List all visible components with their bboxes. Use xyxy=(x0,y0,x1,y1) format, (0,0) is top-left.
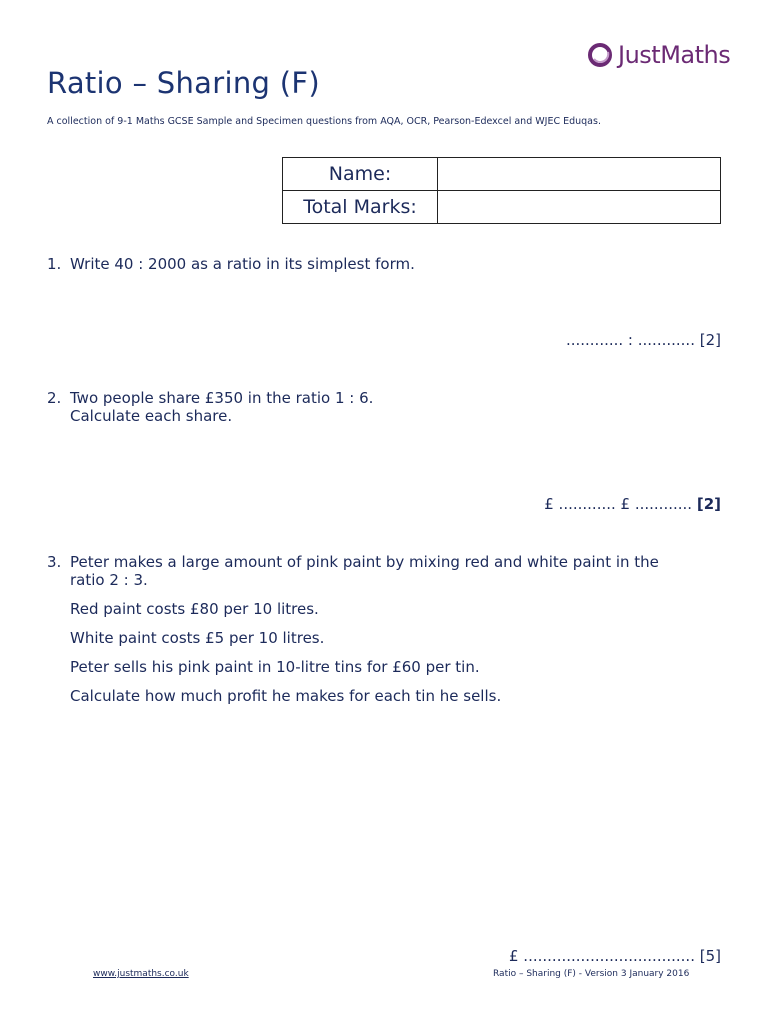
footer-website-link[interactable]: www.justmaths.co.uk xyxy=(93,969,189,979)
question-number: 3. xyxy=(47,553,62,571)
question-1 xyxy=(47,255,727,273)
question-text: Write 40 : 2000 as a ratio in its simplest form. xyxy=(70,255,415,273)
question-text: Red paint costs £80 per 10 litres. xyxy=(70,600,319,618)
question-text: White paint costs £5 per 10 litres. xyxy=(70,629,325,647)
logo-text: JustMaths xyxy=(618,41,731,69)
question-text: Two people share £350 in the ratio 1 : 6. xyxy=(70,389,374,407)
justmaths-logo xyxy=(586,40,730,70)
question-number: 1. xyxy=(47,255,62,273)
answer-line-2[interactable] xyxy=(544,495,721,513)
marks-label: [5] xyxy=(699,947,721,965)
page-subtitle: A collection of 9-1 Maths GCSE Sample and Specimen questions from AQA, OCR, Pearson-Edexcel and WJEC Eduqas. xyxy=(47,116,601,127)
question-text: Peter makes a large amount of pink paint by mixing red and white paint in the ratio 2 : 3. xyxy=(70,553,659,589)
question-text: Peter sells his pink paint in 10-litre tins for £60 per tin. xyxy=(70,658,480,676)
question-2 xyxy=(47,389,727,425)
answer-blank: £ .................................... xyxy=(509,947,695,965)
name-label: Name: xyxy=(283,158,438,191)
total-marks-row xyxy=(283,191,721,224)
info-table xyxy=(282,157,721,224)
question-number: 2. xyxy=(47,389,62,407)
question-text: Calculate how much profit he makes for each tin he sells. xyxy=(70,687,502,705)
answer-blank: ............ : ............ xyxy=(565,331,695,349)
question-3 xyxy=(47,553,727,705)
marks-label: [2] xyxy=(696,495,721,513)
page-title: Ratio – Sharing (F) xyxy=(47,66,320,100)
total-marks-field[interactable] xyxy=(438,191,721,224)
logo-ring-icon xyxy=(586,40,616,70)
total-marks-label: Total Marks: xyxy=(283,191,438,224)
name-row xyxy=(283,158,721,191)
answer-line-3[interactable] xyxy=(509,947,721,965)
answer-line-1[interactable] xyxy=(566,331,721,349)
answer-blank: £ ............ £ ............ xyxy=(544,495,693,513)
marks-label: [2] xyxy=(699,331,721,349)
name-field[interactable] xyxy=(438,158,721,191)
question-text: Calculate each share. xyxy=(70,407,233,425)
footer-version: Ratio – Sharing (F) - Version 3 January 2016 xyxy=(493,969,690,979)
